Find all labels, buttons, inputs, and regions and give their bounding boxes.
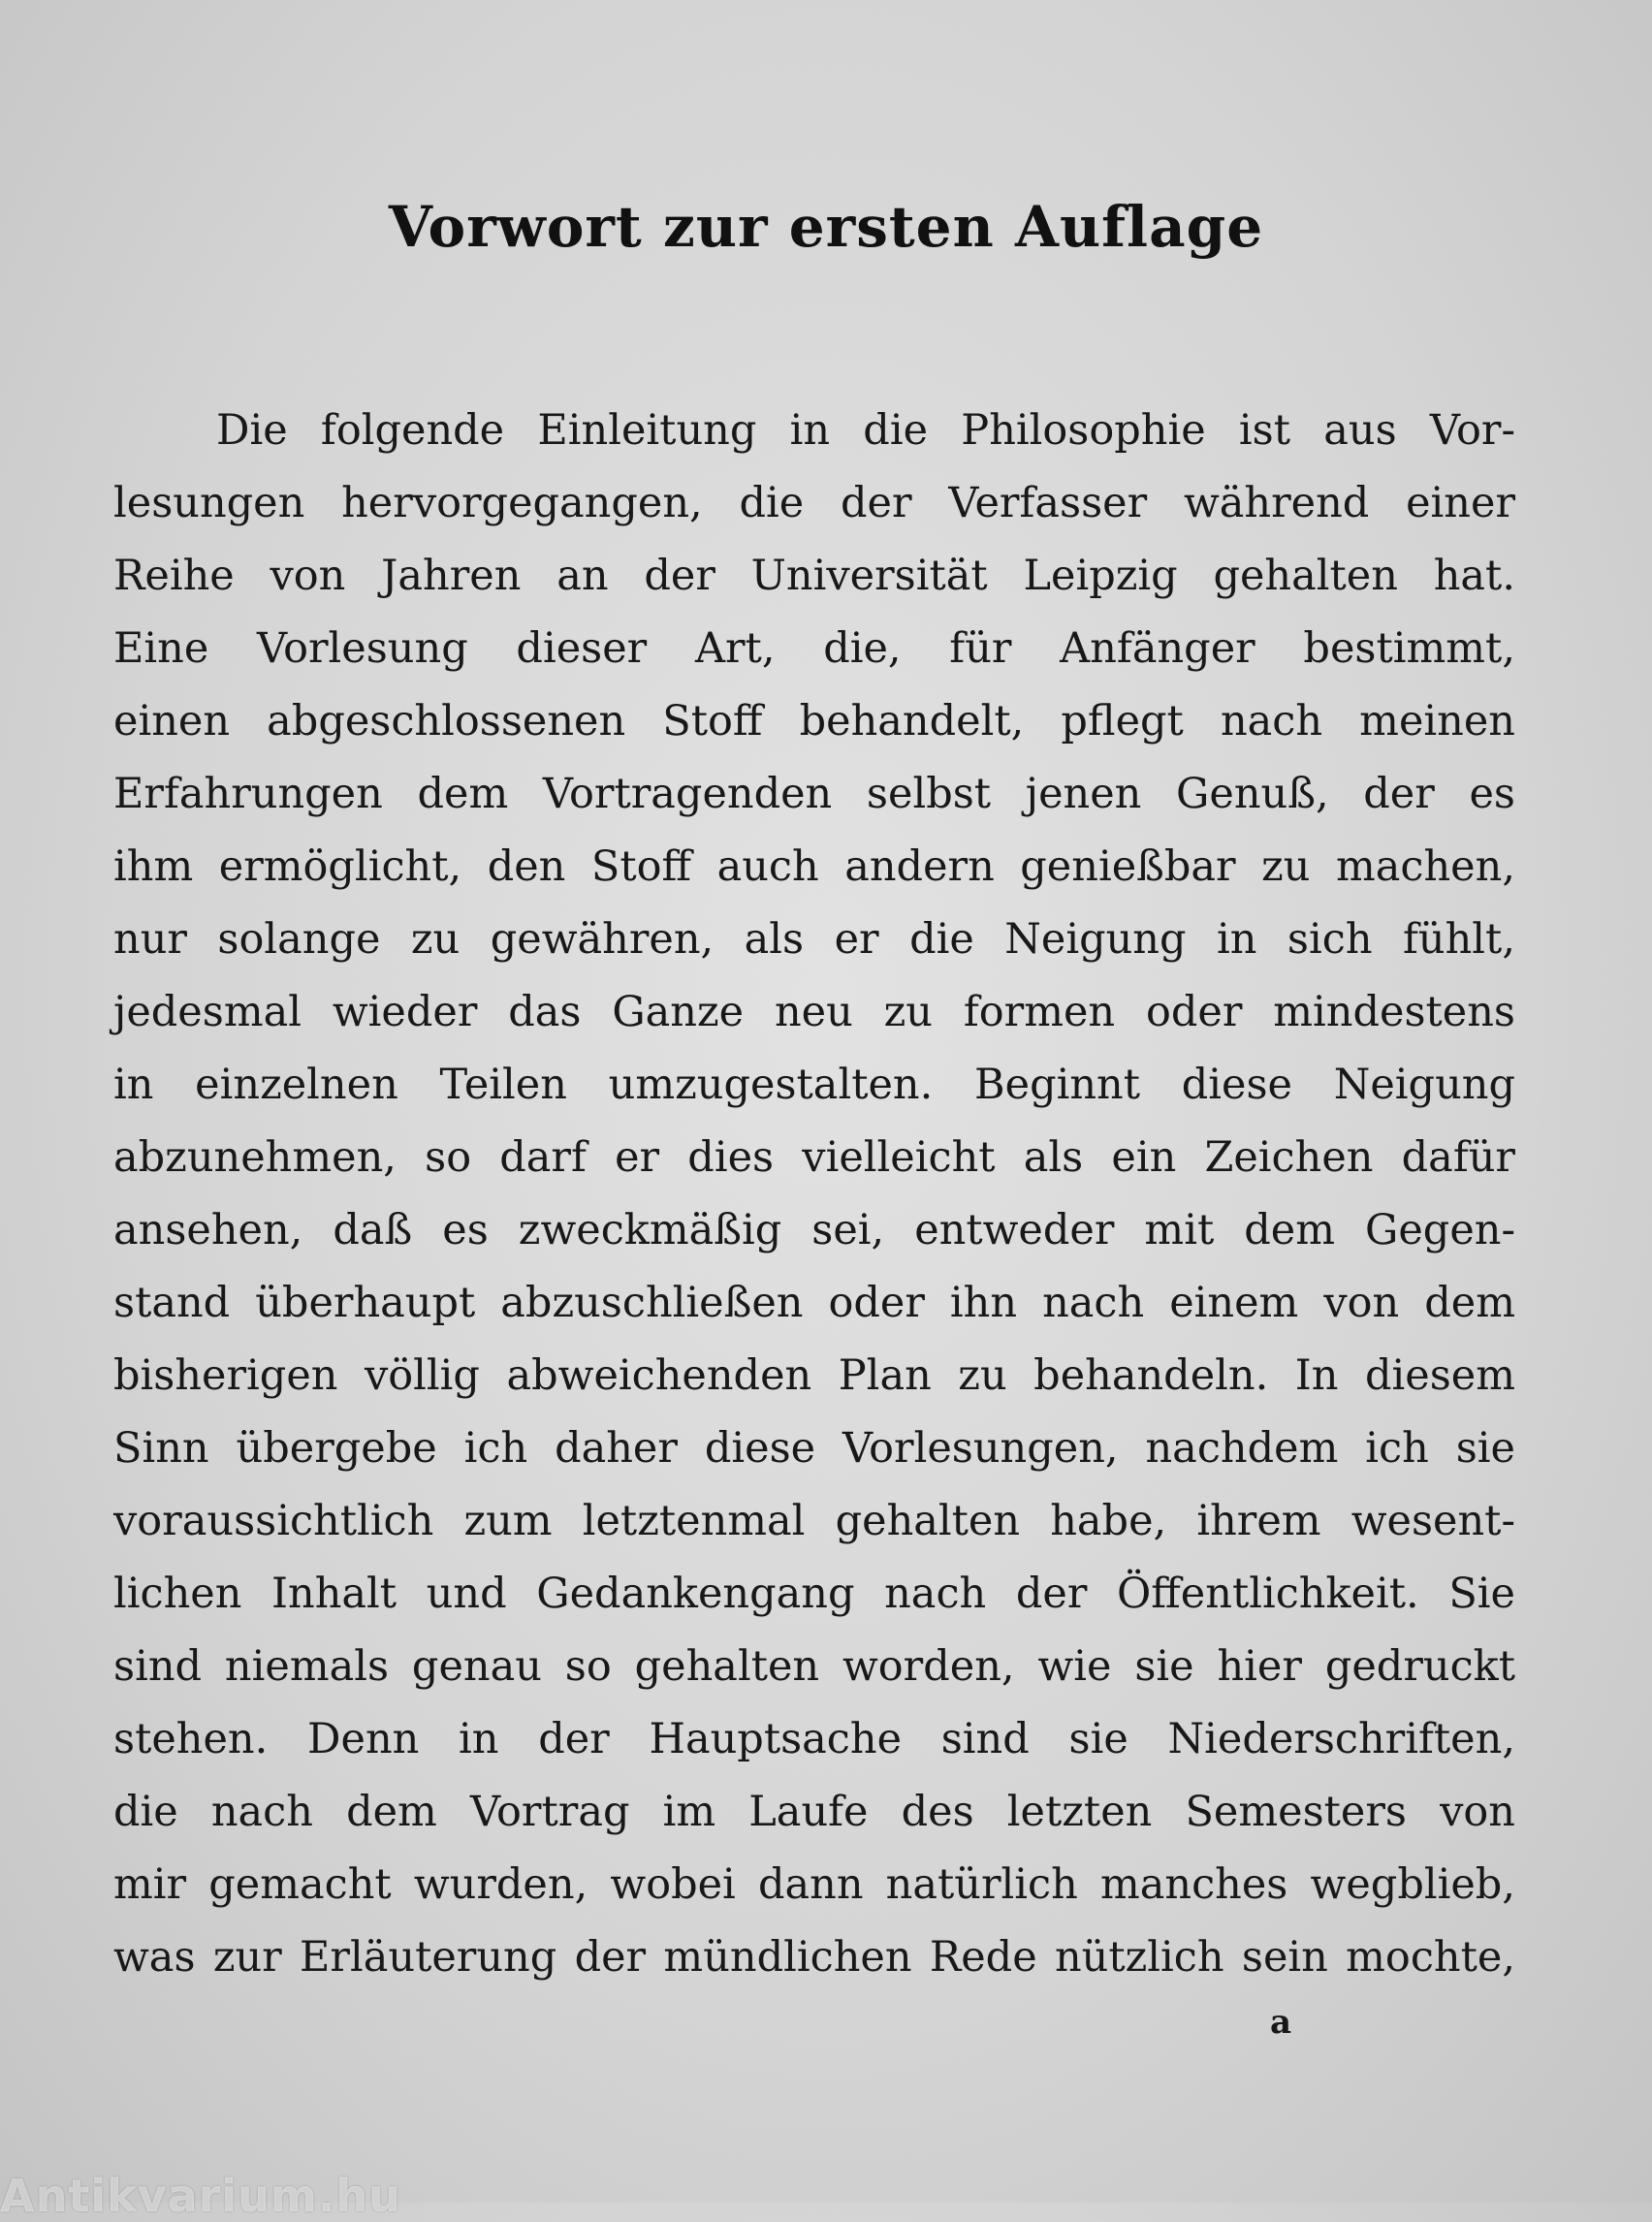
- body-text: [113, 395, 1515, 1994]
- text-line: lichen Inhalt und Gedankengang nach der Öffentlichkeit. Sie: [113, 1570, 1515, 1618]
- text-line: Sinn übergebe ich daher diese Vorlesungen, nachdem ich sie: [113, 1424, 1515, 1473]
- text-line: einen abgeschlossenen Stoff behandelt, pflegt nach meinen: [113, 697, 1515, 746]
- text-line: Eine Vorlesung dieser Art, die, für Anfänger bestimmt,: [113, 624, 1515, 673]
- text-line: was zur Erläuterung der mündlichen Rede nützlich sein mochte,: [113, 1933, 1515, 1982]
- text-line: die nach dem Vortrag im Laufe des letzten Semesters von: [113, 1788, 1515, 1836]
- text-line: in einzelnen Teilen umzugestalten. Beginnt diese Neigung: [113, 1061, 1515, 1109]
- text-line: abzunehmen, so darf er dies vielleicht als ein Zeichen dafür: [113, 1133, 1515, 1182]
- page-title: Vorwort zur ersten Auflage: [388, 194, 1264, 260]
- text-line: mir gemacht wurden, wobei dann natürlich manches wegblieb,: [113, 1860, 1515, 1909]
- text-line: Reihe von Jahren an der Universität Leipzig gehalten hat.: [113, 552, 1515, 600]
- text-line: stehen. Denn in der Hauptsache sind sie Niederschriften,: [113, 1715, 1515, 1763]
- text-line: Die folgende Einleitung in die Philosophie ist aus Vor-: [216, 406, 1515, 455]
- text-line: sind niemals genau so gehalten worden, wie sie hier gedruckt: [113, 1642, 1515, 1691]
- text-line: ihm ermöglicht, den Stoff auch andern genießbar zu machen,: [113, 842, 1515, 891]
- watermark: Antikvarium.hu: [0, 2170, 401, 2222]
- text-line: jedesmal wieder das Ganze neu zu formen oder mindestens: [113, 988, 1515, 1036]
- signature-mark: a: [1270, 2003, 1292, 2042]
- text-line: ansehen, daß es zweckmäßig sei, entweder mit dem Gegen-: [113, 1206, 1515, 1254]
- text-line: Erfahrungen dem Vortragenden selbst jenen Genuß, der es: [113, 770, 1515, 818]
- text-line: bisherigen völlig abweichenden Plan zu behandeln. In diesem: [113, 1351, 1515, 1400]
- text-line: nur solange zu gewähren, als er die Neigung in sich fühlt,: [113, 915, 1515, 964]
- text-line: voraussichtlich zum letztenmal gehalten habe, ihrem wesent-: [113, 1497, 1515, 1545]
- text-line: lesungen hervorgegangen, die der Verfasser während einer: [113, 479, 1515, 527]
- text-line: stand überhaupt abzuschließen oder ihn nach einem von dem: [113, 1279, 1515, 1327]
